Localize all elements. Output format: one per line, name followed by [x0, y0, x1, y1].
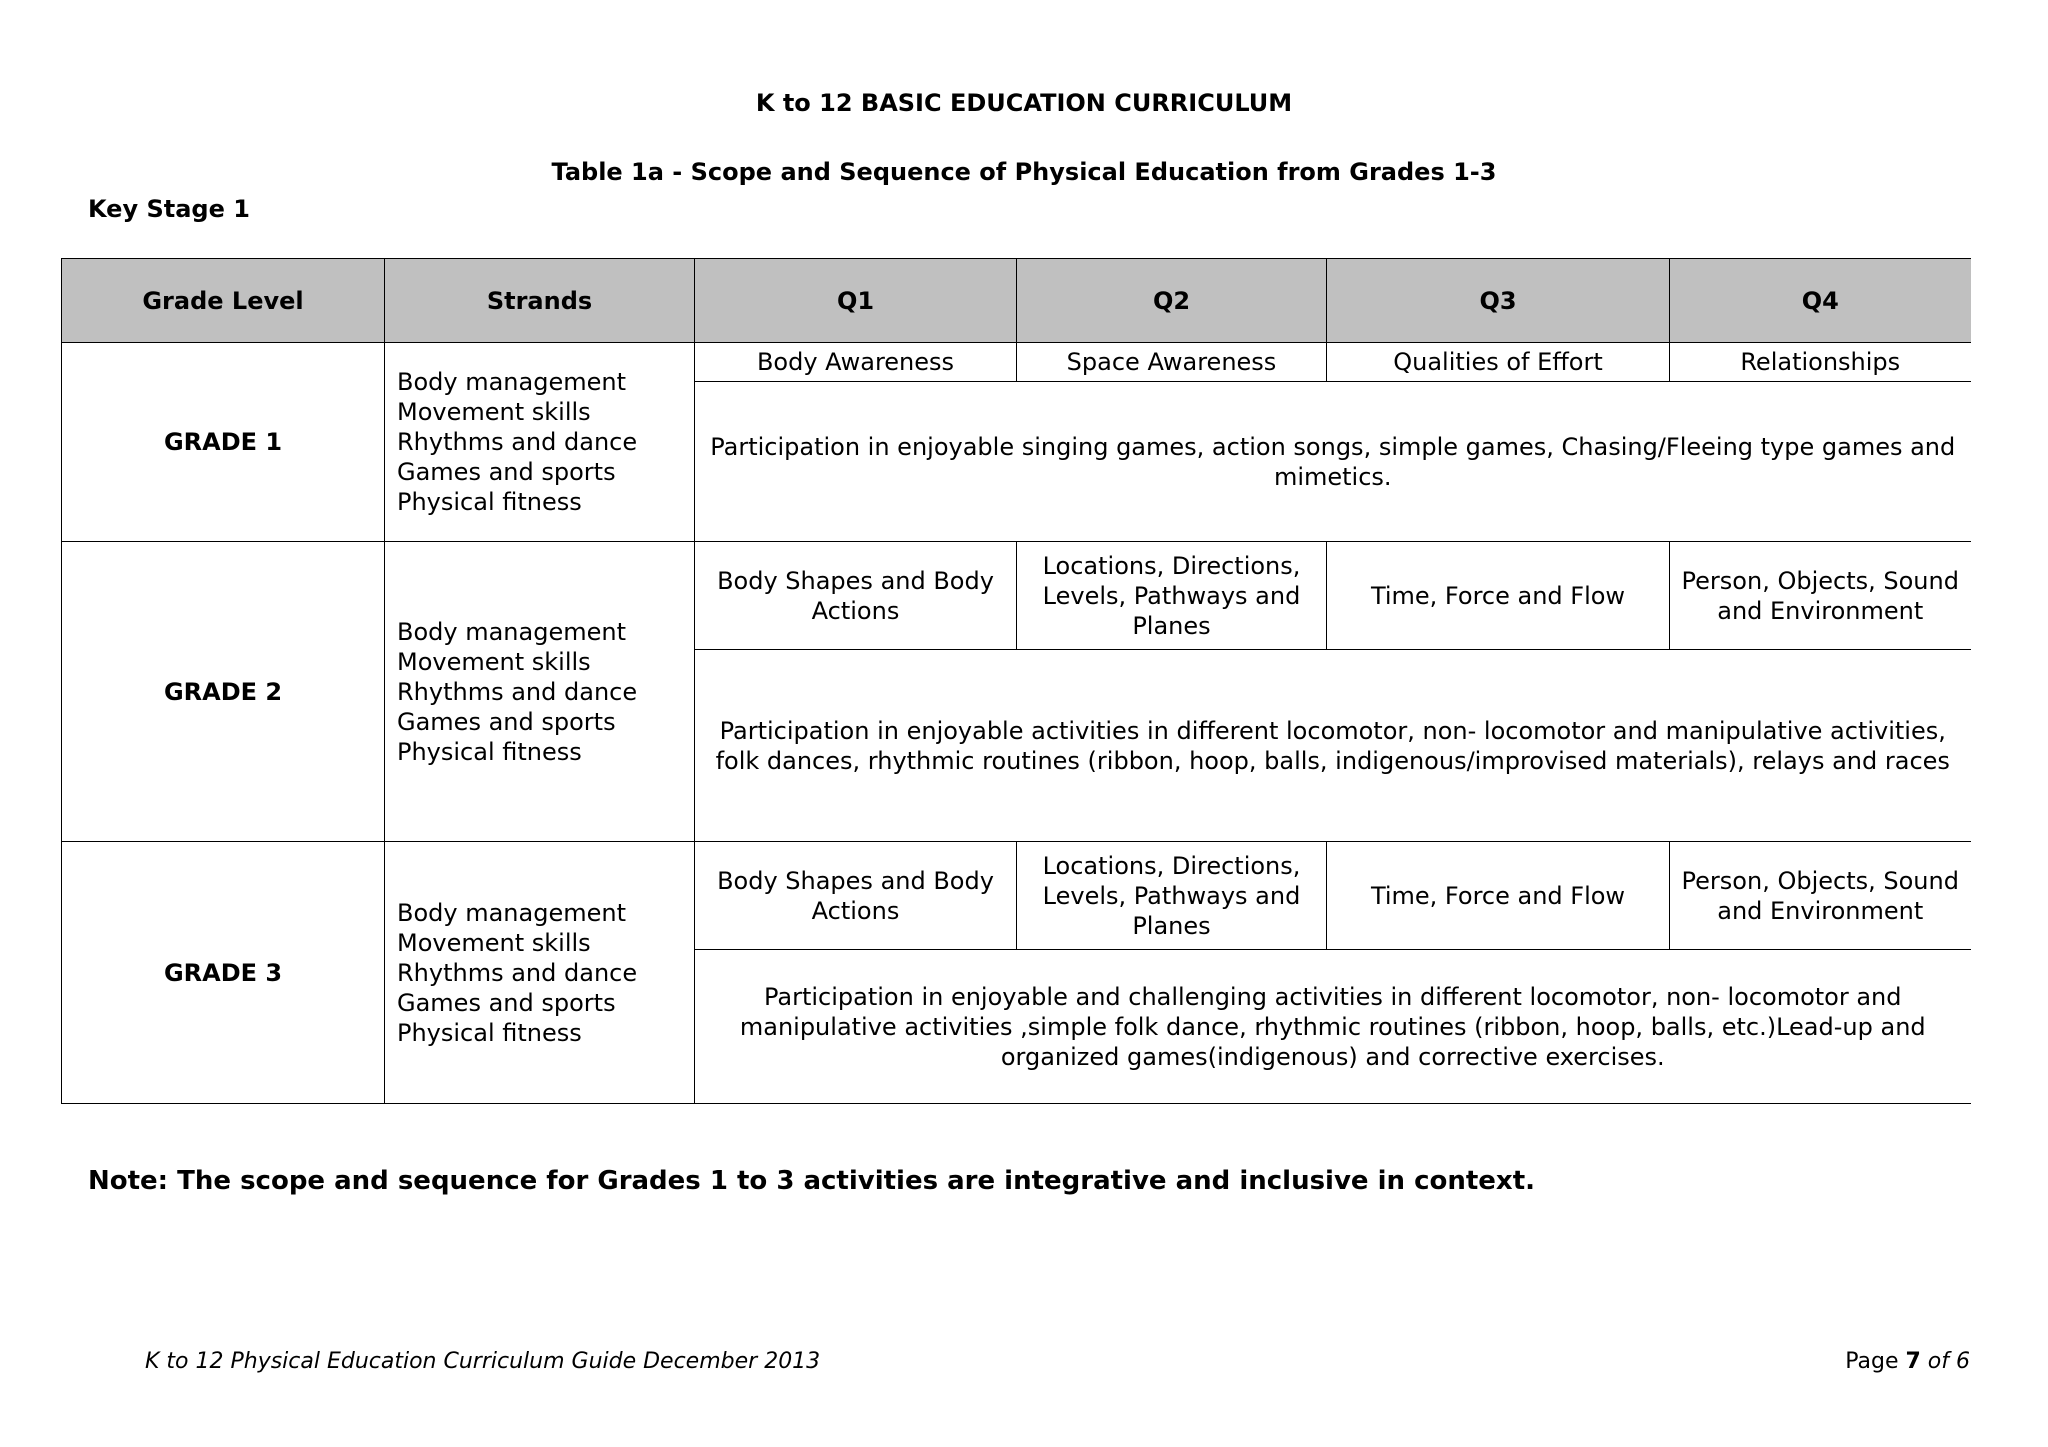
activities-cell: Participation in enjoyable and challenging activities in different locomotor, non- locomotor and manipulative activities ,simple folk dance, rhythmic routines (ribbon, hoop, balls, etc.)Lead-up and organized games(indigenous) and corrective exercises.: [695, 950, 1971, 1104]
quarter-cell-q4: Person, Objects, Sound and Environment: [1670, 542, 1971, 650]
strand-item: Games and sports: [397, 458, 616, 486]
strand-item: Rhythms and dance: [397, 428, 638, 456]
strand-item: Body management: [397, 368, 626, 396]
table-row: [62, 842, 1971, 950]
grade-cell: GRADE 1: [62, 343, 385, 542]
quarter-cell-q1: Body Shapes and Body Actions: [695, 842, 1017, 950]
strand-item: Body management: [397, 898, 626, 927]
footer-page-number: [1845, 1348, 1970, 1376]
quarter-cell-q3: Qualities of Effort: [1327, 343, 1670, 382]
strand-item: Rhythms and dance: [397, 677, 638, 706]
quarter-cell-q2: Space Awareness: [1017, 343, 1327, 382]
column-header-strands: Strands: [385, 259, 695, 343]
note-text: Note: The scope and sequence for Grades 1 to 3 activities are integrative and inclusive in context.: [88, 1166, 1535, 1196]
scope-sequence-table: [61, 258, 1971, 1104]
strand-item: Physical fitness: [397, 737, 582, 766]
strand-item: Movement skills: [397, 928, 591, 957]
quarter-cell-q4: Relationships: [1670, 343, 1971, 382]
strand-item: Games and sports: [397, 707, 616, 736]
column-header-q4: Q4: [1670, 259, 1971, 343]
page-label: Page: [1845, 1349, 1899, 1374]
activities-cell: Participation in enjoyable singing games, action songs, simple games, Chasing/Fleeing type games and mimetics.: [695, 382, 1971, 542]
column-header-q3: Q3: [1327, 259, 1670, 343]
strand-item: Games and sports: [397, 988, 616, 1017]
strands-cell: [385, 343, 695, 542]
grade-cell: GRADE 2: [62, 542, 385, 842]
quarter-cell-q3: Time, Force and Flow: [1327, 842, 1670, 950]
table-row: [62, 343, 1971, 382]
quarter-cell-q2: Locations, Directions, Levels, Pathways and Planes: [1017, 842, 1327, 950]
quarter-cell-q3: Time, Force and Flow: [1327, 542, 1670, 650]
strand-item: Movement skills: [397, 398, 591, 426]
table-header-row: [62, 259, 1971, 343]
table-title: Table 1a - Scope and Sequence of Physical Education from Grades 1-3: [551, 158, 1497, 186]
document-title: K to 12 BASIC EDUCATION CURRICULUM: [755, 89, 1293, 117]
strands-cell: [385, 542, 695, 842]
grade-cell: GRADE 3: [62, 842, 385, 1104]
footer-guide-title: K to 12 Physical Education Curriculum Guide December 2013: [145, 1349, 821, 1374]
quarter-cell-q1: Body Awareness: [695, 343, 1017, 382]
strand-item: Body management: [397, 617, 626, 646]
quarter-cell-q2: Locations, Directions, Levels, Pathways and Planes: [1017, 542, 1327, 650]
table-row: [62, 542, 1971, 650]
strand-item: Physical fitness: [397, 1018, 582, 1047]
column-header-q1: Q1: [695, 259, 1017, 343]
strand-item: Rhythms and dance: [397, 958, 638, 987]
quarter-cell-q4: Person, Objects, Sound and Environment: [1670, 842, 1971, 950]
page-of-total: of 6: [1927, 1349, 1970, 1374]
strand-item: Physical fitness: [397, 488, 582, 516]
page-number: 7: [1905, 1349, 1921, 1374]
strand-item: Movement skills: [397, 647, 591, 676]
key-stage-label: Key Stage 1: [88, 195, 250, 223]
activities-cell: Participation in enjoyable activities in different locomotor, non- locomotor and manipulative activities, folk dances, rhythmic routines (ribbon, hoop, balls, indigenous/improvised materials), relays and races: [695, 650, 1971, 842]
column-header-q2: Q2: [1017, 259, 1327, 343]
quarter-cell-q1: Body Shapes and Body Actions: [695, 542, 1017, 650]
strands-cell: [385, 842, 695, 1104]
column-header-grade-level: Grade Level: [62, 259, 385, 343]
